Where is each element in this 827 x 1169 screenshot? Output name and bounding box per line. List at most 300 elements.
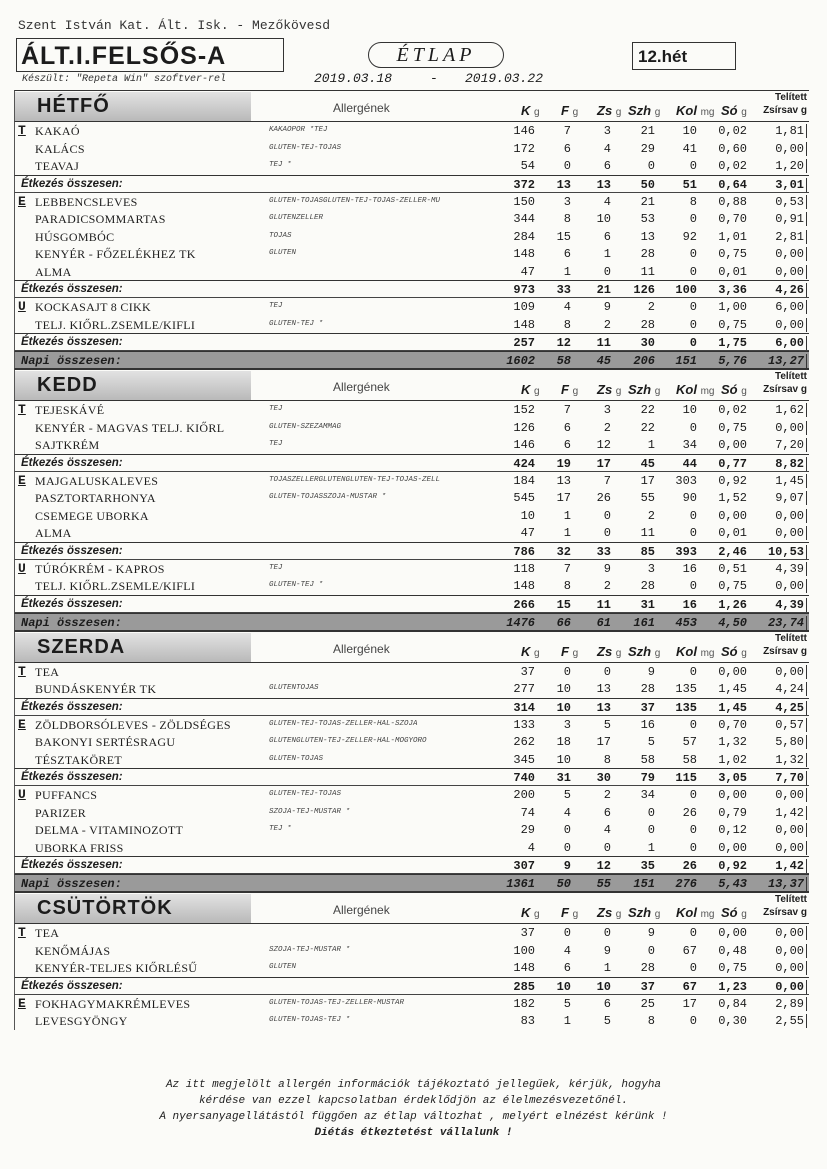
item-name: KAKAÓ	[35, 124, 80, 138]
value-k: 148	[513, 579, 535, 593]
item-name: ALMA	[35, 526, 72, 540]
value-zs: 1	[603, 247, 611, 261]
value-kol: 92	[682, 229, 697, 244]
value-szh: 1	[647, 840, 655, 855]
value-tel: 0,00	[749, 980, 807, 994]
value-so: 1,45	[718, 700, 747, 715]
value-so: 0,70	[718, 717, 747, 732]
value-tel: 0,00	[749, 841, 807, 855]
value-szh: 30	[640, 336, 655, 350]
column-header-k	[521, 644, 540, 659]
value-tel: 2,89	[749, 997, 807, 1011]
value-tel: 0,00	[749, 247, 807, 261]
daily-total-row	[14, 613, 809, 631]
item-name: KENYÉR-TELJES KIŐRLÉSŰ	[35, 961, 198, 975]
value-k: 148	[513, 317, 535, 332]
meal-code: T	[18, 123, 26, 138]
value-tel: 4,25	[749, 701, 807, 715]
column-header-f	[561, 382, 578, 397]
menu-item-row	[14, 401, 809, 419]
menu-item-row	[14, 472, 809, 490]
item-allergens: GLUTÉN-TOJÁS-TEJ *	[269, 1016, 351, 1024]
meal-code: U	[18, 299, 26, 314]
day-name: KEDD	[15, 371, 251, 400]
value-tel: 4,39	[749, 562, 807, 576]
menu-item-row	[14, 140, 809, 158]
value-kol: 115	[675, 771, 697, 785]
value-f: 6	[563, 961, 571, 975]
value-zs: 13	[596, 700, 611, 715]
value-k: 146	[513, 438, 535, 452]
value-zs: 11	[596, 336, 611, 350]
value-k: 126	[513, 420, 535, 435]
value-so: 0,02	[718, 403, 747, 417]
meal-total-label: Étkezés összesen:	[21, 859, 123, 871]
column-header-f	[561, 644, 578, 659]
value-zs: 4	[603, 141, 611, 156]
value-f: 6	[563, 247, 571, 261]
column-unit-k: g	[534, 909, 540, 920]
value-zs: 9	[603, 943, 611, 958]
value-tel: 0,91	[749, 212, 807, 226]
daily-total-label: Napi összesen:	[21, 877, 122, 891]
value-kol: 67	[682, 943, 697, 958]
value-zs: 33	[596, 544, 611, 559]
meal-total-row	[14, 175, 809, 193]
value-kol: 0	[689, 159, 697, 173]
value-zs: 10	[596, 212, 611, 226]
value-k: 146	[513, 124, 535, 138]
value-zs: 30	[596, 771, 611, 785]
value-tel: 0,00	[749, 509, 807, 523]
value-szh: 28	[640, 579, 655, 593]
item-name: TÉSZTAKÖRET	[35, 752, 122, 767]
value-szh: 17	[640, 473, 655, 488]
value-kol: 34	[682, 438, 697, 452]
value-k: 100	[513, 943, 535, 958]
value-so: 2,46	[718, 544, 747, 559]
column-label-telitett: Telített	[774, 894, 807, 905]
column-label-f: F	[561, 103, 569, 118]
value-szh: 79	[640, 771, 655, 785]
item-allergens: GLUTÉN-TOJÁS-TEJ-ZELLER-MUSTÁR	[269, 998, 405, 1007]
value-szh: 37	[640, 979, 655, 994]
value-k: 424	[513, 456, 535, 471]
value-szh: 28	[640, 317, 655, 332]
item-name: MAJGALUSKALEVES	[35, 473, 159, 488]
footer-line-2: kérdése van ezzel kapcsolatban érdeklődjön az élelmezésvezetőnél.	[198, 1095, 629, 1107]
value-kol: 51	[682, 177, 697, 192]
value-k: 1602	[506, 354, 535, 368]
value-f: 18	[556, 735, 571, 749]
column-header-zs	[597, 103, 621, 118]
menu-item-row	[14, 663, 809, 681]
value-szh: 58	[640, 752, 655, 767]
value-k: 307	[513, 859, 535, 873]
menu-item-row	[14, 245, 809, 263]
day-header	[14, 892, 809, 924]
item-allergens: SZÓJA-TEJ-MUSTÁR *	[269, 945, 351, 954]
value-tel: 0,00	[749, 318, 807, 332]
value-tel: 4,26	[749, 283, 807, 297]
item-allergens: GLUTÉN	[269, 963, 297, 971]
value-zs: 4	[603, 194, 611, 209]
menu-item-row	[14, 524, 809, 542]
value-kol: 453	[675, 615, 697, 630]
item-name: ZÖLDBORSÓLEVES - ZÖLDSÉGES	[35, 717, 231, 732]
value-f: 4	[563, 805, 571, 820]
day-name: SZERDA	[15, 633, 251, 662]
meal-total-row	[14, 333, 809, 351]
menu-item-row	[14, 821, 809, 839]
meal-code: T	[18, 663, 26, 679]
daily-total-row	[14, 874, 809, 892]
value-f: 7	[563, 561, 571, 576]
value-tel: 6,00	[749, 336, 807, 350]
item-allergens: GLUTÉN-TEJ-TOJÁS	[269, 143, 342, 152]
meal-code: E	[18, 716, 26, 732]
menu-item-row	[14, 959, 809, 977]
value-so: 0,92	[718, 859, 747, 873]
column-header-zsirsav	[763, 646, 807, 657]
menu-item-row	[14, 419, 809, 437]
value-k: 284	[513, 229, 535, 244]
value-f: 32	[556, 544, 571, 559]
value-f: 10	[556, 682, 571, 696]
value-kol: 0	[689, 961, 697, 975]
day-name: CSÜTÖRTÖK	[15, 894, 251, 923]
value-f: 15	[556, 597, 571, 612]
menu-item-row	[14, 995, 809, 1013]
item-name: UBORKA FRISS	[35, 840, 124, 855]
value-kol: 135	[675, 700, 697, 715]
meal-total-label: Étkezés összesen:	[21, 177, 123, 190]
value-k: 4	[527, 840, 535, 855]
value-kol: 8	[689, 194, 697, 209]
item-name: FOKHAGYMAKRÉMLEVES	[35, 996, 191, 1011]
item-allergens: TEJ	[269, 440, 283, 448]
column-header-zsirsav	[763, 105, 807, 116]
column-header-zs	[597, 905, 621, 920]
item-allergens: GLUTÉN-TEJ *	[269, 581, 324, 589]
meal-total-label: Étkezés összesen:	[21, 700, 123, 713]
value-kol: 303	[675, 473, 697, 488]
school-name: Szent István Kat. Ált. Isk. - Mezőkövesd	[18, 18, 331, 33]
item-name: PUFFANCS	[35, 788, 98, 802]
value-k: 1361	[506, 877, 535, 891]
value-so: 0,92	[718, 473, 747, 488]
item-name: KENYÉR - MAGVAS TELJ. KIŐRL	[35, 420, 225, 435]
menu-item-row	[14, 436, 809, 454]
value-kol: 151	[675, 354, 697, 368]
meal-total-label: Étkezés összesen:	[21, 597, 123, 610]
column-header-so	[721, 382, 747, 397]
value-szh: 161	[633, 615, 655, 630]
column-header-so	[721, 103, 747, 118]
value-tel: 1,62	[749, 403, 807, 417]
value-tel: 1,32	[749, 753, 807, 767]
value-tel: 0,00	[749, 944, 807, 958]
meal-total-label: Étkezés összesen:	[21, 771, 123, 783]
value-tel: 0,00	[749, 526, 807, 540]
value-k: 786	[513, 544, 535, 559]
value-zs: 12	[596, 859, 611, 873]
value-kol: 0	[689, 717, 697, 732]
value-k: 372	[513, 177, 535, 192]
column-unit-szh: g	[654, 107, 661, 118]
etlap-heading: ÉTLAP	[368, 42, 504, 68]
value-tel: 6,00	[749, 300, 807, 314]
menu-item-row	[14, 716, 809, 734]
value-szh: 11	[640, 264, 655, 279]
item-name: KOCKASAJT 8 CIKK	[35, 300, 151, 314]
item-allergens: GLUTÉN-TEJ-TOJÁS	[269, 790, 342, 798]
value-f: 17	[556, 491, 571, 505]
value-zs: 0	[603, 526, 611, 540]
column-unit-f: g	[572, 647, 579, 659]
value-k: 973	[513, 283, 535, 297]
value-f: 3	[563, 717, 571, 732]
value-szh: 151	[633, 877, 655, 891]
item-name: PARADICSOMMARTAS	[35, 212, 166, 226]
meal-total-label: Étkezés összesen:	[21, 979, 123, 992]
value-zs: 4	[603, 823, 611, 837]
menu-item-row	[14, 924, 809, 942]
value-so: 0,00	[718, 508, 747, 523]
column-label-kol: Kol	[676, 643, 697, 659]
date-to: 2019.03.22	[465, 71, 544, 86]
item-name: ALMA	[35, 264, 72, 279]
day-header	[14, 369, 809, 401]
value-kol: 57	[682, 735, 697, 749]
value-szh: 206	[633, 354, 655, 368]
value-tel: 4,39	[749, 598, 807, 612]
value-k: 200	[513, 788, 535, 802]
daily-total-row	[14, 351, 809, 369]
value-k: 1476	[506, 615, 535, 630]
value-so: 0,00	[718, 926, 747, 940]
value-so: 0,30	[718, 1014, 747, 1028]
value-f: 0	[563, 926, 571, 940]
column-header-kol	[676, 103, 714, 118]
menu-item-row	[14, 560, 809, 578]
value-f: 19	[556, 456, 571, 471]
column-label-zs: Zs	[597, 643, 613, 659]
column-unit-zsirsav: g	[800, 384, 807, 395]
value-zs: 3	[603, 403, 611, 417]
column-header-f	[561, 103, 578, 118]
meal-total-row	[14, 768, 809, 786]
column-header-so	[721, 644, 747, 659]
column-unit-zsirsav: g	[800, 105, 807, 116]
value-so: 1,01	[718, 229, 747, 244]
column-header-k	[521, 103, 540, 118]
item-name: SAJTKRÉM	[35, 438, 100, 452]
menu-item-row	[14, 751, 809, 769]
date-from: 2019.03.18	[314, 71, 393, 86]
value-f: 0	[563, 159, 571, 173]
value-k: 109	[513, 300, 535, 314]
value-zs: 1	[603, 961, 611, 975]
meal-total-label: Étkezés összesen:	[21, 283, 123, 295]
footer-line-3: A nyersanyagellátástól függően az étlap változhat , melyért elnézést kérünk !	[159, 1111, 668, 1123]
item-name: PARIZER	[35, 805, 87, 820]
column-label-zsirsav: Zsírsav	[763, 384, 799, 395]
value-so: 0,51	[718, 561, 747, 576]
value-f: 33	[556, 283, 571, 297]
value-zs: 2	[603, 420, 611, 435]
value-f: 5	[563, 996, 571, 1011]
value-szh: 9	[647, 664, 655, 679]
value-f: 4	[563, 300, 571, 314]
value-k: 266	[513, 597, 535, 612]
value-szh: 16	[640, 717, 655, 732]
value-zs: 8	[603, 752, 611, 767]
menu-item-row	[14, 228, 809, 246]
value-kol: 0	[689, 664, 697, 679]
item-allergens: TOJÁSZELLERGLUTÉNGLUTÉN-TEJ-TOJÁS-ZELL	[269, 475, 441, 484]
menu-title: ÁLT.I.FELSŐS-A	[16, 38, 284, 72]
item-name: KENYÉR - FŐZELÉKHEZ TK	[35, 247, 196, 261]
column-label-so: Só	[721, 103, 738, 118]
meal-code: E	[18, 995, 26, 1011]
value-kol: 0	[689, 926, 697, 940]
menu-table	[14, 90, 809, 1030]
value-f: 10	[556, 979, 571, 994]
value-so: 0,00	[718, 664, 747, 679]
value-zs: 3	[603, 124, 611, 138]
meal-total-label: Étkezés összesen:	[21, 456, 123, 469]
value-tel: 13,27	[749, 354, 807, 368]
value-zs: 11	[596, 597, 611, 612]
column-unit-zs: g	[615, 647, 622, 659]
value-tel: 0,00	[749, 926, 807, 940]
value-k: 152	[513, 403, 535, 417]
column-unit-so: g	[741, 107, 747, 118]
value-tel: 7,20	[749, 438, 807, 452]
column-header-zs	[597, 382, 621, 397]
column-label-k: K	[521, 382, 531, 397]
column-label-f: F	[561, 643, 569, 659]
value-tel: 1,42	[749, 806, 807, 820]
value-zs: 21	[596, 283, 611, 297]
meal-code: E	[18, 472, 26, 488]
meal-total-row	[14, 454, 809, 472]
meal-total-label: Étkezés összesen:	[21, 336, 123, 348]
value-szh: 37	[640, 700, 655, 715]
value-so: 0,84	[718, 996, 747, 1011]
value-so: 0,01	[718, 264, 747, 279]
column-label-szh: Szh	[628, 382, 652, 397]
value-f: 9	[563, 859, 571, 873]
value-szh: 34	[640, 788, 655, 802]
value-k: 37	[520, 926, 535, 940]
value-zs: 6	[603, 229, 611, 244]
value-f: 31	[556, 771, 571, 785]
value-tel: 1,20	[749, 159, 807, 173]
column-label-kol: Kol	[676, 905, 697, 920]
meal-total-row	[14, 280, 809, 298]
value-f: 4	[563, 943, 571, 958]
value-f: 50	[556, 877, 571, 891]
value-zs: 45	[596, 354, 611, 368]
value-k: 262	[513, 735, 535, 749]
meal-code: T	[18, 925, 26, 940]
value-tel: 2,55	[749, 1014, 807, 1028]
meal-total-row	[14, 595, 809, 613]
value-kol: 16	[682, 597, 697, 612]
item-name: TEA	[35, 926, 60, 940]
value-szh: 28	[640, 247, 655, 261]
column-label-kol: Kol	[676, 103, 697, 118]
value-f: 8	[563, 579, 571, 593]
value-f: 0	[563, 840, 571, 855]
daily-total-label: Napi összesen:	[21, 615, 122, 630]
menu-item-row	[14, 1012, 809, 1030]
column-header-szh	[628, 905, 660, 920]
value-so: 1,75	[718, 336, 747, 350]
value-f: 10	[556, 700, 571, 715]
value-k: 257	[513, 336, 535, 350]
value-kol: 26	[682, 805, 697, 820]
value-kol: 0	[689, 840, 697, 855]
meal-total-row	[14, 698, 809, 716]
value-k: 133	[513, 717, 535, 732]
item-allergens: GLUTÉNGLUTÉN-TEJ-ZELLER-HAL-MOGYORÓ	[269, 737, 427, 745]
footer-line-1: Az itt megjelölt allergén információk tájékoztató jellegűek, kérjük, hogyha	[165, 1079, 662, 1091]
menu-item-row	[14, 507, 809, 525]
value-szh: 53	[640, 212, 655, 226]
value-f: 58	[556, 354, 571, 368]
column-header-szh	[628, 644, 660, 659]
value-zs: 26	[596, 491, 611, 505]
column-unit-zsirsav: g	[800, 645, 807, 657]
menu-item-row	[14, 577, 809, 595]
value-so: 0,75	[718, 420, 747, 435]
value-kol: 393	[675, 544, 697, 559]
item-name: DELMA - VITAMINOZOTT	[35, 823, 184, 837]
value-so: 0,70	[718, 212, 747, 226]
value-tel: 2,81	[749, 230, 807, 244]
value-szh: 31	[640, 597, 655, 612]
value-szh: 8	[647, 1014, 655, 1028]
value-szh: 21	[640, 124, 655, 138]
item-name: KALÁCS	[35, 141, 85, 156]
column-label-szh: Szh	[628, 103, 652, 118]
menu-item-row	[14, 193, 809, 211]
value-kol: 0	[689, 508, 697, 523]
column-label-zsirsav: Zsírsav	[763, 645, 799, 657]
item-allergens: GLUTÉN-TOJÁS	[269, 754, 324, 763]
item-name: TEAVAJ	[35, 159, 80, 173]
column-header-so	[721, 905, 747, 920]
value-k: 47	[520, 526, 535, 540]
item-allergens: TEJ *	[269, 825, 292, 833]
item-allergens: SZÓJA-TEJ-MUSTÁR *	[269, 807, 351, 816]
meal-code: E	[18, 193, 26, 209]
column-label-szh: Szh	[628, 905, 652, 920]
menu-item-row	[14, 786, 809, 804]
menu-item-row	[14, 210, 809, 228]
value-kol: 0	[689, 1014, 697, 1028]
value-so: 5,43	[718, 877, 747, 891]
value-k: 545	[513, 491, 535, 505]
column-header-zsirsav	[763, 907, 807, 918]
menu-item-row	[14, 680, 809, 698]
item-name: TÚRÓKRÉM - KAPROS	[35, 561, 165, 576]
value-zs: 5	[603, 717, 611, 732]
item-allergens: TEJ	[269, 405, 283, 413]
